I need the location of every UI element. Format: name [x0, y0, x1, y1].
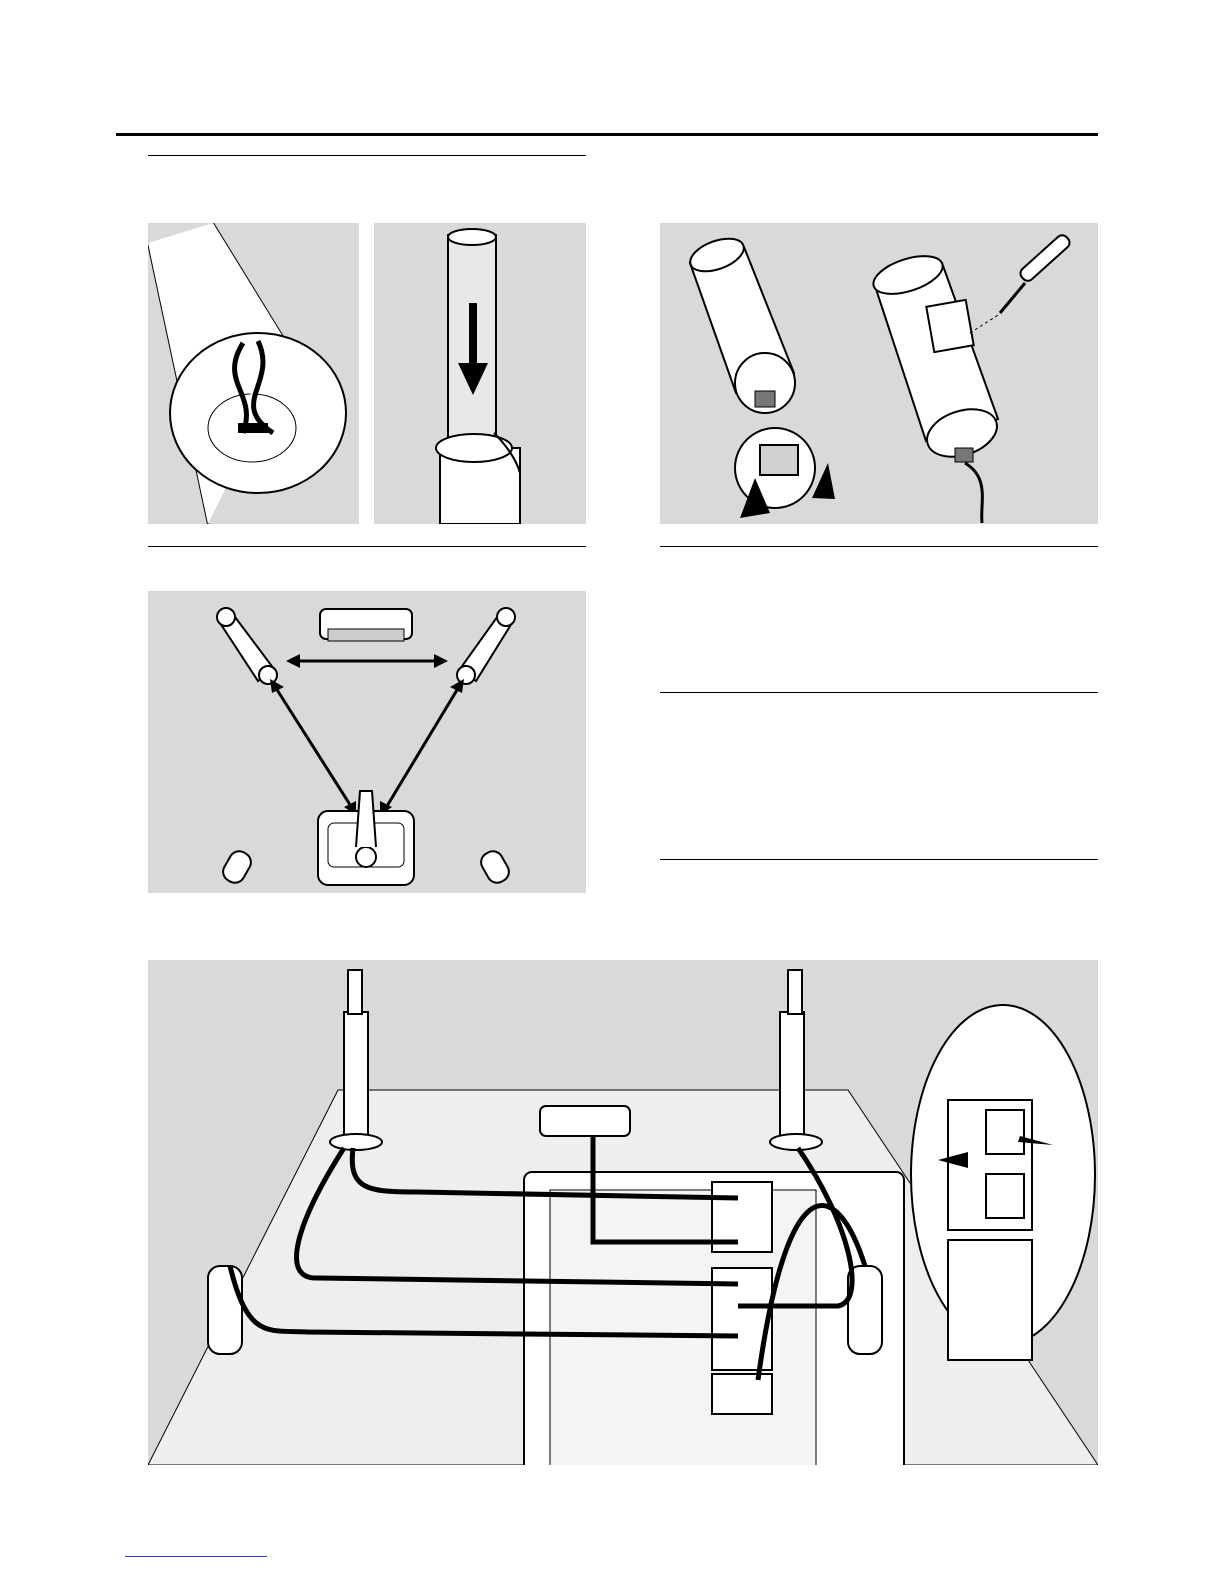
stand-base-cable-icon	[148, 223, 359, 524]
screwdriver-icon	[970, 233, 1072, 333]
speaker-insert-illustration	[374, 223, 586, 524]
top-rule	[116, 133, 1098, 136]
footer-link-underline[interactable]	[125, 1556, 267, 1557]
section-rule-right-2	[660, 692, 1098, 693]
speaker-wiring-illustration	[148, 960, 1098, 1465]
listening-position-illustration	[148, 591, 586, 893]
section-rule-top-left	[148, 155, 586, 156]
stand-cable-routing-illustration	[148, 223, 359, 524]
section-rule-mid-right	[660, 546, 1098, 547]
section-rule-right-3	[660, 859, 1098, 860]
section-rule-mid-left	[148, 546, 586, 547]
wall-mount-illustration	[660, 223, 1098, 524]
listener-triangle-icon	[148, 591, 586, 893]
